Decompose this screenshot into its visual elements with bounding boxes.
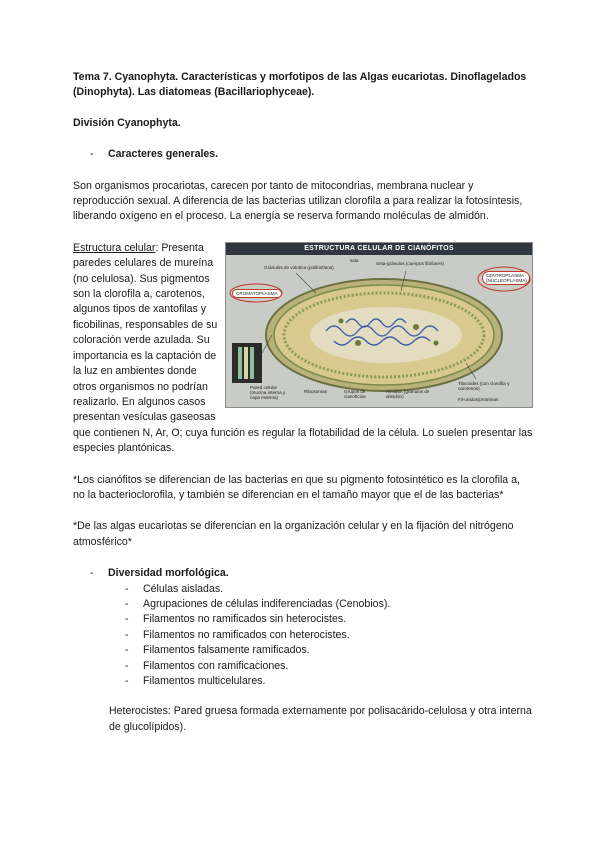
heterocistes-paragraph: Heterocistes: Pared gruesa formada externamente por polisacárido-celulosa y otra interna de glucolípidos). — [109, 705, 532, 733]
list-item — [73, 643, 533, 658]
note-2: *De las algas eucariotas se diferencian en la organización celular y en la fijación del nitrógeno atmosférico* — [73, 520, 514, 548]
label-almidon: Almidón (gránulos de almidón) — [386, 388, 430, 400]
division-heading: División Cyanophyta. — [73, 116, 181, 129]
label-granulos: Gránulos de volutina (polifosfatos) — [264, 264, 334, 270]
cell-structure-diagram — [225, 242, 533, 408]
diversidad-heading: Diversidad morfológica. — [108, 567, 229, 580]
list-item-text: Filamentos multicelulares. — [143, 675, 266, 687]
label-pared: Pared celular (mucina interna y capa externa) — [250, 384, 286, 401]
label-tilacoides: Tilacoides (con clorofila y carotenos) — [458, 380, 510, 392]
document-page — [73, 70, 533, 735]
label-grupos: Grupos de cianoficina — [344, 388, 366, 400]
estructura-text: : Presenta paredes celulares de mureína (no celulosa). Sus pigmentos son la clorofila a, carotenos, algunos tipos de xantofilas y ficobilinas, responsables de su coloración verde azulada. Su importancia es la captación de la luz en ambientes donde otros organismos no podrían realizarlo. En algunos casos presentan vesículas gaseosas que contienen N, Ar, O; cuya función es regular la flotabilidad de la célula. Lo suelen presentar las especies plantónicas. — [73, 241, 533, 455]
diversidad-heading-item — [73, 566, 533, 581]
label-cromatoplasma: CROMATOPLASMA — [232, 289, 282, 298]
caracteres-heading-item — [73, 147, 533, 162]
list-item-text: Células aisladas. — [143, 582, 224, 595]
list-item — [73, 628, 533, 643]
bullet-dash: - — [90, 567, 94, 580]
label-filaments: Fil-unidos/proteínas — [458, 396, 499, 402]
label-seta: Seta-gránulos (cuerpos fibrilares) — [376, 260, 444, 266]
caracteres-paragraph: Son organismos procariotas, carecen por tanto de mitocondrias, membrana nuclear y reproducción sexual. A diferencia de las bacterias utilizan clorofila a para realizar la fotosíntesis, liberando oxígeno en el proceso. La energía se reserva formando moléculas de almidón. — [73, 179, 523, 223]
label-centroplasma: CENTROPLASMA (NUCLEOPLASMA) — [482, 271, 530, 285]
list-item-text: Filamentos con ramificaciones. — [143, 659, 289, 672]
bullet-dash: - — [90, 148, 94, 161]
bullet-dash: - — [125, 597, 129, 610]
bullet-dash: - — [125, 659, 129, 672]
label-ribosomas: Ribosomas — [304, 388, 327, 394]
bullet-dash: - — [125, 628, 129, 641]
list-item — [73, 612, 533, 627]
diversidad-list — [73, 582, 533, 690]
estructura-section — [73, 241, 533, 457]
list-item — [73, 597, 533, 612]
label-sala: sala — [350, 257, 359, 263]
list-item-text: Agrupaciones de células indiferenciadas (Cenobios). — [143, 597, 391, 610]
caracteres-heading: Caracteres generales. — [108, 148, 219, 161]
document-title: Tema 7. Cyanophyta. Características y morfotipos de las Algas eucariotas. Dinoflagelados (Dinophyta). Las diatomeas (Bacillariophyceae). — [73, 71, 527, 99]
bullet-dash: - — [125, 613, 129, 626]
list-item-text: Filamentos no ramificados con heterocistes. — [143, 628, 350, 641]
note-1: *Los cianófitos se diferencian de las bacterias en que su pigmento fotosintético es la clorofila a, no la bacterioclorofila, y también se diferencian en el tamaño mayor que el de las bacterias* — [73, 473, 520, 501]
bullet-dash: - — [125, 582, 129, 595]
list-item-text: Filamentos no ramificados sin heterocistes. — [143, 613, 347, 626]
estructura-label: Estructura celular — [73, 241, 156, 254]
diagram-title: ESTRUCTURA CELULAR DE CIANÓFITOS — [226, 243, 532, 255]
list-item — [73, 674, 533, 689]
list-item-text: Filamentos falsamente ramificados. — [143, 644, 310, 657]
list-item — [73, 582, 533, 597]
list-item — [73, 659, 533, 674]
bullet-dash: - — [125, 675, 129, 687]
bullet-dash: - — [125, 644, 129, 657]
